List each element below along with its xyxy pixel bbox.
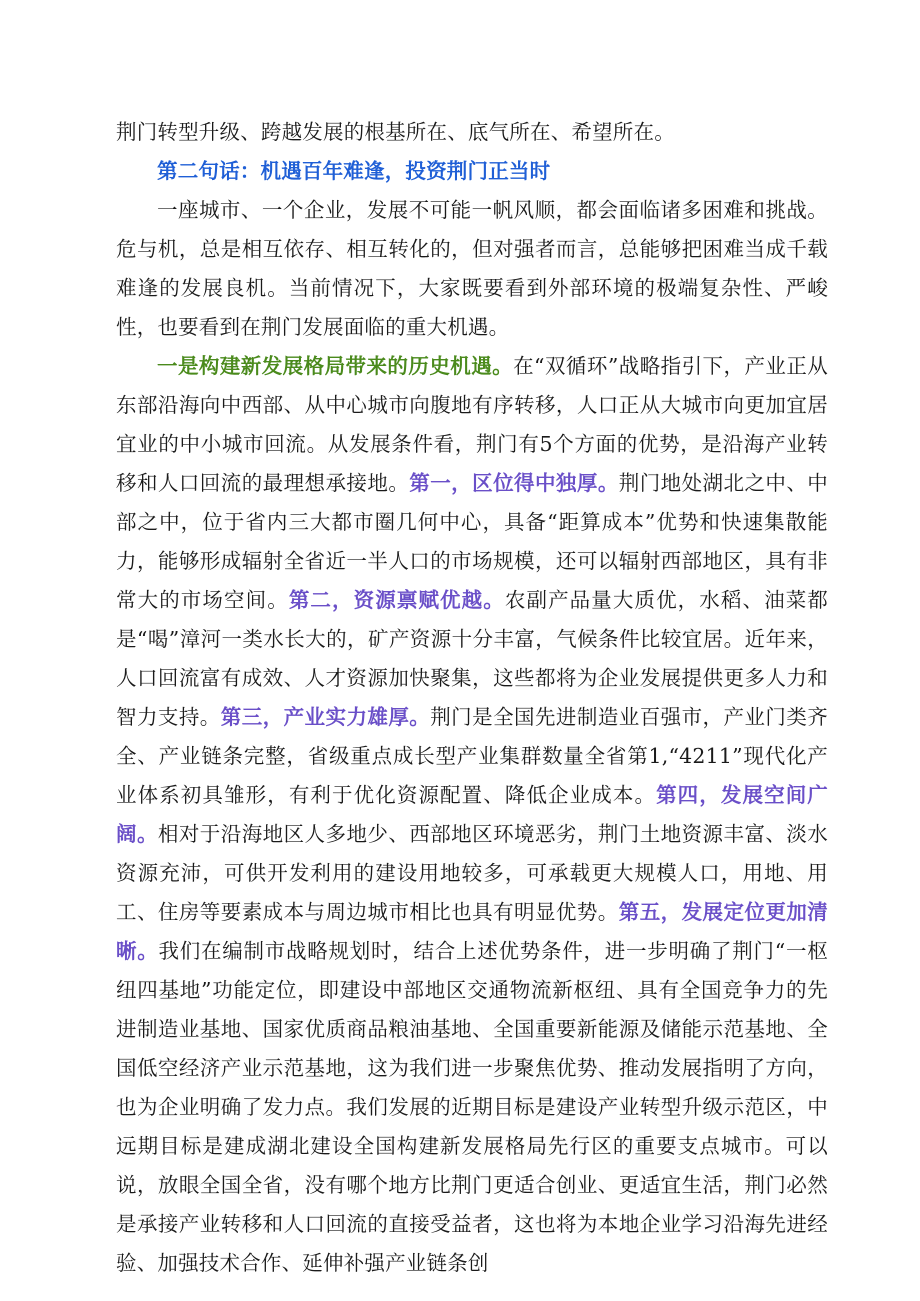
paragraph-continuation: 荆门转型升级、跨越发展的根基所在、底气所在、希望所在。	[116, 120, 675, 144]
advantage-heading-4: 第四，发展空间广阔。	[116, 783, 828, 846]
body-text: 农副产品量大质优，水稻、油菜都是“喝”漳河一类水长大的，矿产资源十分丰富，气候条件比较宜居。近年来，人口回流富有成效、人才资源加快聚集，这些都将为企业发展提供更多人力和智力支持。	[116, 588, 828, 729]
body-text: 荆门地处湖北之中、中部之中，位于省内三大都市圈几何中心，具备“距算成本”优势和快速集散能力，能够形成辐射全省近一半人口的市场规模，还可以辐射西部地区，具有非常大的市场空间。	[116, 471, 828, 612]
paragraph-intro: 一座城市、一个企业，发展不可能一帆风顺，都会面临诸多困难和挑战。危与机，总是相互依存、相互转化的，但对强者而言，总能够把困难当成千载难逢的发展良机。当前情况下，大家既要看到外部环境的极端复杂性、严峻性，也要看到在荆门发展面临的重大机遇。	[116, 198, 828, 339]
opportunity-heading: 一是构建新发展格局带来的历史机遇。	[157, 354, 514, 378]
paragraph-opportunity-1	[116, 347, 828, 1283]
body-text: 在“双循环”战略指引下，产业正从东部沿海向中西部、从中心城市向腹地有序转移，人口正从大城市向更加宜居宜业的中小城市回流。从发展条件看，荆门有5个方面的优势，是沿海产业转移和人口回流的最理想承接地。	[116, 354, 828, 495]
section-heading-2: 第二句话：机遇百年难逢，投资荆门正当时	[157, 159, 551, 183]
body-text: 相对于沿海地区人多地少、西部地区环境恶劣，荆门土地资源丰富、淡水资源充沛，可供开发利用的建设用地较多，可承载更大规模人口，用地、用工、住房等要素成本与周边城市相比也具有明显优势。	[116, 822, 828, 924]
advantage-heading-3: 第三，产业实力雄厚。	[220, 705, 431, 729]
body-text: 荆门是全国先进制造业百强市，产业门类齐全、产业链条完整，省级重点成长型产业集群数量全省第1,“4211”现代化产业体系初具雏形，有利于优化资源配置、降低企业成本。	[116, 705, 828, 807]
advantage-heading-1: 第一，区位得中独厚。	[409, 471, 619, 495]
advantage-heading-2: 第二，资源禀赋优越。	[288, 588, 505, 612]
body-text: 我们在编制市战略规划时，结合上述优势条件，进一步明确了荆门“一枢纽四基地”功能定位，即建设中部地区交通物流新枢纽、具有全国竞争力的先进制造业基地、国家优质商品粮油基地、全国重要新能源及储能示范基地、全国低空经济产业示范基地，这为我们进一步聚焦优势、推动发展指明了方向，也为企业明确了发力点。我们发展的近期目标是建设产业转型升级示范区，中远期目标是建成湖北建设全国构建新发展格局先行区的重要支点城市。可以说，放眼全国全省，没有哪个地方比荆门更适合创业、更适宜生活，荆门必然是承接产业转移和人口回流的直接受益者，这也将为本地企业学习沿海先进经验、加强技术合作、延伸补强产业链条创	[116, 939, 828, 1275]
advantage-heading-5: 第五，发展定位更加清晰。	[116, 900, 828, 963]
